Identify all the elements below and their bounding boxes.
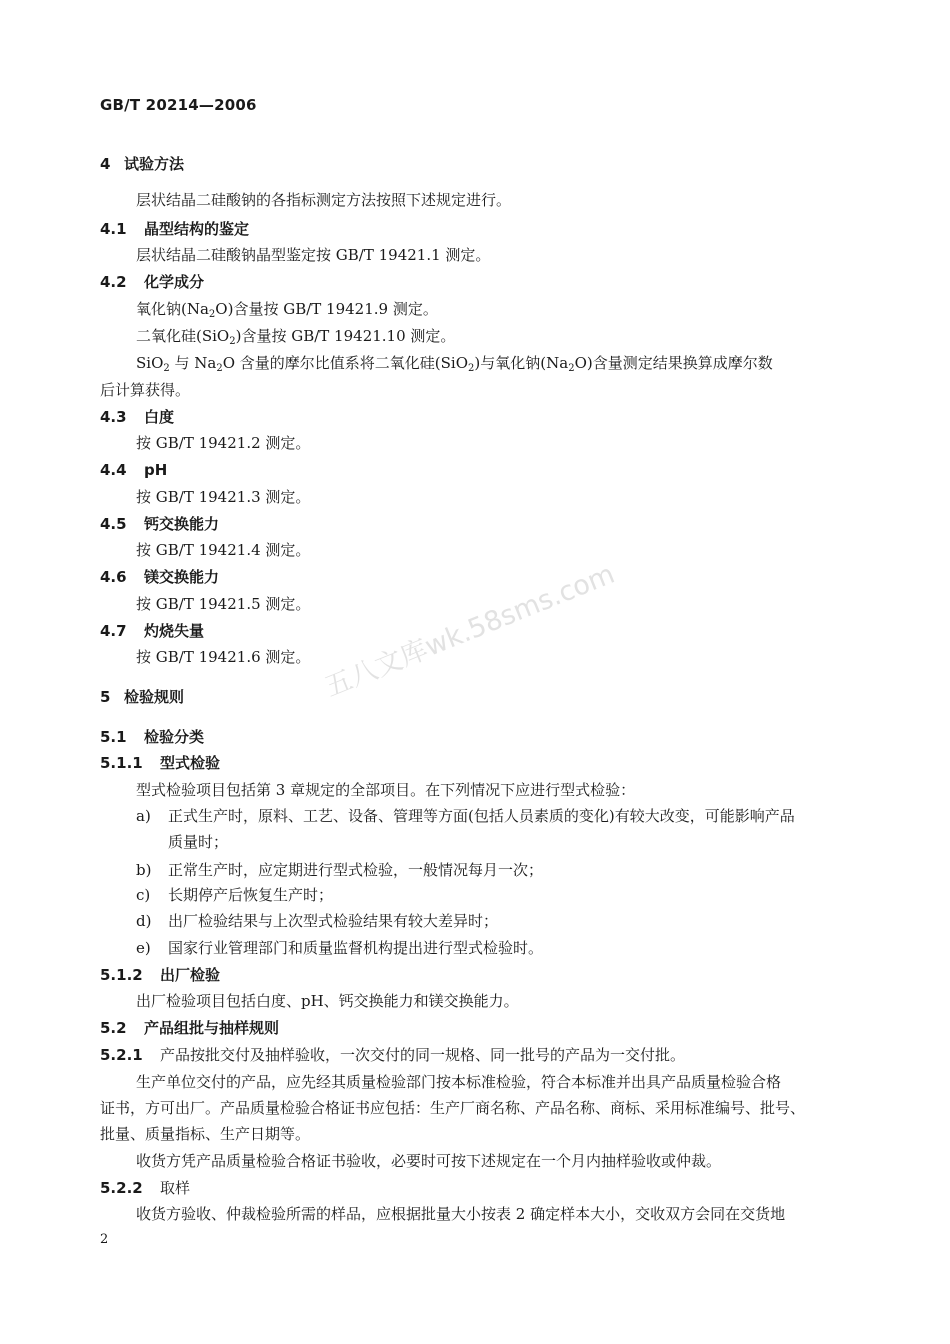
section-title: pH — [144, 461, 168, 479]
section-4-1-text: 层状结晶二硅酸钠晶型鉴定按 GB/T 19421.1 测定。 — [136, 246, 491, 264]
section-4-6-heading — [100, 567, 219, 587]
list-item — [136, 806, 795, 826]
molar-ratio-text — [136, 353, 773, 373]
section-number: 5 — [100, 688, 111, 706]
section-title: 镁交换能力 — [144, 568, 220, 586]
section-5-2-2-heading — [100, 1178, 190, 1198]
section-title: 检验规则 — [124, 688, 185, 706]
section-4-7-heading — [100, 621, 204, 641]
list-item — [136, 885, 333, 905]
sio2-method-text — [136, 326, 455, 346]
section-number: 4.3 — [100, 408, 127, 426]
section-title: 晶型结构的鉴定 — [144, 220, 250, 238]
section-5-2-1-paragraph — [100, 1045, 685, 1065]
list-item-continued: 质量时； — [168, 833, 229, 851]
molar-ratio-text-continued: 后计算获得。 — [100, 381, 191, 399]
list-text: 国家行业管理部门和质量监督机构提出进行型式检验时。 — [168, 939, 544, 957]
section-4-2-heading — [100, 272, 204, 292]
text-part: 与 Na — [169, 354, 217, 372]
section-4-intro: 层状结晶二硅酸钠的各指标测定方法按照下述规定进行。 — [136, 191, 512, 209]
text-part: )含量按 GB/T 19421.10 测定。 — [235, 327, 456, 345]
na2o-method-text — [136, 299, 438, 319]
section-5-1-heading — [100, 727, 204, 747]
section-number: 4.2 — [100, 273, 127, 291]
subscript: 2 — [468, 363, 475, 374]
subscript: 2 — [208, 309, 216, 320]
list-item — [136, 860, 543, 880]
text-part: 氧化钠(Na — [136, 300, 209, 318]
list-marker: d) — [136, 912, 152, 930]
section-number: 5.1.2 — [100, 966, 143, 984]
paragraph-line: 生产单位交付的产品，应先经其质量检验部门按本标准检验，符合本标准并出具产品质量检验合格 — [136, 1073, 782, 1091]
section-title: 产品组批与抽样规则 — [144, 1019, 280, 1037]
section-5-2-2-text: 收货方验收、仲裁检验所需的样品，应根据批量大小按表 2 确定样本大小，交收双方会同在交货地 — [136, 1205, 786, 1223]
section-4-3-heading — [100, 407, 174, 427]
list-text: 正常生产时，应定期进行型式检验，一般情况每月一次； — [168, 861, 544, 879]
section-title: 检验分类 — [144, 728, 205, 746]
section-4-1-heading — [100, 219, 249, 239]
section-number: 4.1 — [100, 220, 127, 238]
section-title: 钙交换能力 — [144, 515, 220, 533]
list-text: 出厂检验结果与上次型式检验结果有较大差异时； — [168, 912, 499, 930]
section-4-4-text: 按 GB/T 19421.3 测定。 — [136, 488, 311, 506]
paragraph-line: 证书，方可出厂。产品质量检验合格证书应包括：生产厂商名称、产品名称、商标、采用标准编号、批号、 — [100, 1099, 806, 1117]
paragraph-text: 产品按批交付及抽样验收，一次交付的同一规格、同一批号的产品为一交付批。 — [160, 1046, 686, 1064]
section-title: 化学成分 — [144, 273, 205, 291]
section-4-6-text: 按 GB/T 19421.5 测定。 — [136, 595, 311, 613]
section-title: 出厂检验 — [160, 966, 221, 984]
section-title: 白度 — [144, 408, 175, 426]
text-part: O)含量测定结果换算成摩尔数 — [574, 354, 773, 372]
subscript: 2 — [216, 363, 223, 374]
section-title: 灼烧失量 — [144, 622, 205, 640]
section-title: 试验方法 — [124, 155, 185, 173]
text-part: O 含量的摩尔比值系将二氧化硅(SiO — [222, 354, 469, 372]
section-number: 5.2 — [100, 1019, 127, 1037]
section-number: 5.2.1 — [100, 1046, 143, 1064]
section-number: 4.6 — [100, 568, 127, 586]
section-4-7-text: 按 GB/T 19421.6 测定。 — [136, 648, 311, 666]
section-number: 5.1 — [100, 728, 127, 746]
section-title: 型式检验 — [160, 754, 221, 772]
section-5-2-heading — [100, 1018, 279, 1038]
standard-number: GB/T 20214—2006 — [100, 96, 257, 114]
section-5-1-2-heading — [100, 965, 220, 985]
text-part: SiO — [136, 354, 164, 372]
section-title: 取样 — [160, 1179, 191, 1197]
text-part: )与氧化钠(Na — [474, 354, 569, 372]
text-part: O)含量按 GB/T 19421.9 测定。 — [215, 300, 438, 318]
section-number: 5.2.2 — [100, 1179, 143, 1197]
section-5-1-2-text: 出厂检验项目包括白度、pH、钙交换能力和镁交换能力。 — [136, 992, 519, 1010]
subscript: 2 — [163, 363, 170, 374]
paragraph-line: 收货方凭产品质量检验合格证书验收，必要时可按下述规定在一个月内抽样验收或仲裁。 — [136, 1152, 722, 1170]
watermark: 五八文库wk.58sms.com — [320, 558, 620, 704]
subscript: 2 — [229, 336, 236, 347]
list-marker: b) — [136, 861, 152, 879]
list-marker: e) — [136, 939, 151, 957]
section-4-5-heading — [100, 514, 219, 534]
section-number: 4.5 — [100, 515, 127, 533]
list-marker: c) — [136, 886, 151, 904]
list-text: 正式生产时，原料、工艺、设备、管理等方面(包括人员素质的变化)有较大改变，可能影响产品 — [168, 807, 795, 825]
section-4-4-heading — [100, 460, 167, 480]
subscript: 2 — [568, 363, 575, 374]
list-marker: a) — [136, 807, 151, 825]
list-text: 长期停产后恢复生产时； — [168, 886, 334, 904]
type-test-intro: 型式检验项目包括第 3 章规定的全部项目。在下列情况下应进行型式检验： — [136, 781, 636, 799]
section-number: 4.7 — [100, 622, 127, 640]
section-5-1-1-heading — [100, 753, 220, 773]
section-4-5-text: 按 GB/T 19421.4 测定。 — [136, 541, 311, 559]
list-item — [136, 911, 498, 931]
section-4-heading — [100, 154, 184, 174]
section-number: 4.4 — [100, 461, 127, 479]
section-5-heading — [100, 687, 184, 707]
page-number: 2 — [100, 1232, 109, 1247]
section-number: 5.1.1 — [100, 754, 143, 772]
paragraph-line: 批量、质量指标、生产日期等。 — [100, 1125, 311, 1143]
text-part: 二氧化硅(SiO — [136, 327, 230, 345]
section-number: 4 — [100, 155, 111, 173]
list-item — [136, 938, 543, 958]
section-4-3-text: 按 GB/T 19421.2 测定。 — [136, 434, 311, 452]
